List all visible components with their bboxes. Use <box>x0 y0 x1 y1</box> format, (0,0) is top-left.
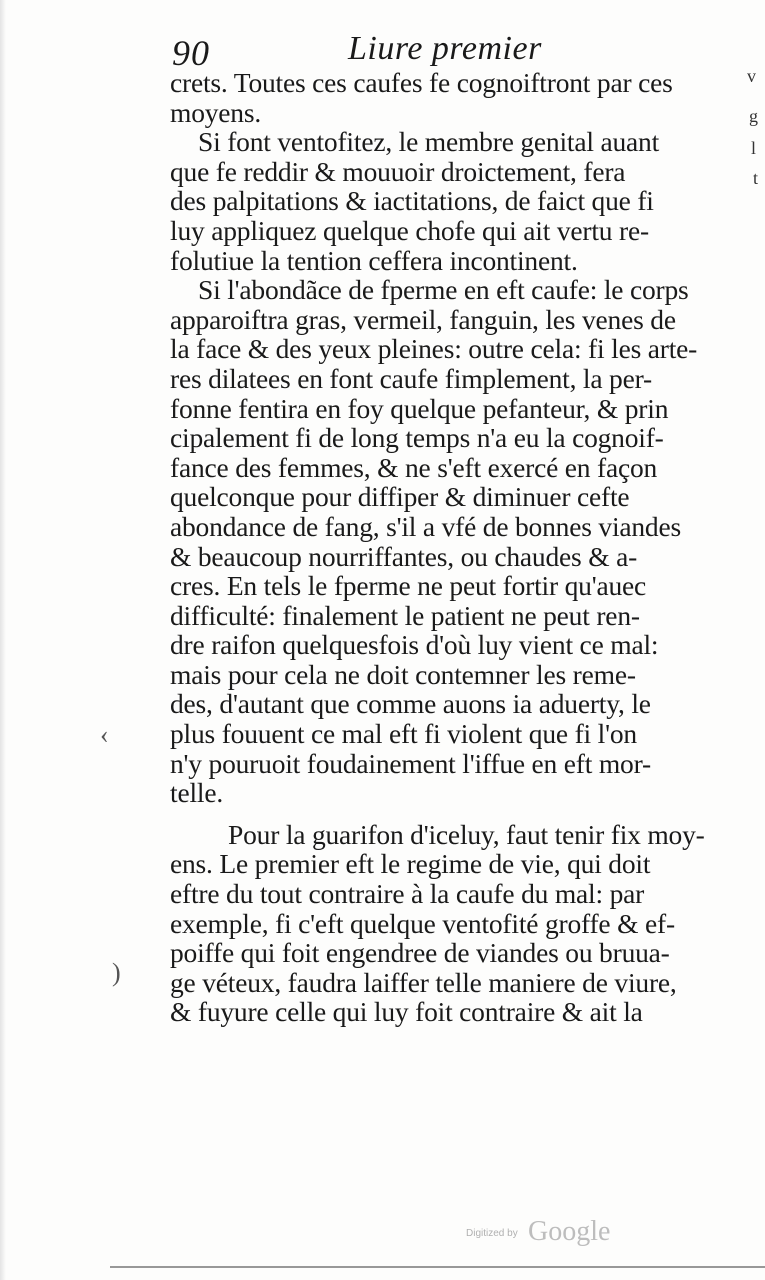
text-line: & fuyure celle qui luy foit contraire & ait la <box>170 996 643 1028</box>
margin-tick: ‹ <box>100 720 109 749</box>
facing-page-bleed <box>743 60 765 190</box>
gutter-shadow <box>0 0 6 1280</box>
text-line: quelconque pour diffiper & diminuer cefte <box>170 481 630 513</box>
text-line: poiffe qui foit engendree de viandes ou bruua- <box>170 937 670 969</box>
digitization-watermark <box>466 1216 626 1252</box>
text-line: crets. Toutes ces caufes fe cognoiftront par ces <box>170 67 673 98</box>
text-line: difficulté: finalement le patient ne peut ren- <box>170 599 640 631</box>
text-line: cipalement fi de long temps n'a eu la cognoif- <box>170 422 664 454</box>
text-line: & beaucoup nourriffantes, ou chaudes & a- <box>170 540 638 572</box>
margin-tick: ) <box>112 958 121 987</box>
text-line: Si font ventofitez, le membre genital auant <box>198 126 660 158</box>
text-line: dre raifon quelquesfois d'où luy vient ce mal: <box>170 629 659 661</box>
bleed-char: v <box>747 66 756 86</box>
text-line: ge véteux, faudra laiffer telle maniere de viure, <box>170 966 677 998</box>
text-line: fance des femmes, & ne s'eft exercé en façon <box>170 451 658 483</box>
text-line: plus fouuent ce mal eft fi violent que fi l'on <box>170 718 637 750</box>
text-line: res dilatees en font caufe fimplement, la per- <box>170 362 652 394</box>
text-line: abondance de fang, s'il a vfé de bonnes viandes <box>170 510 681 542</box>
bleed-char: t <box>753 168 759 188</box>
text-line: mais pour cela ne doit contemner les reme- <box>170 658 636 690</box>
text-line: apparoiftra gras, vermeil, fanguin, les venes de <box>170 303 676 335</box>
text-line: Pour la guarifon d'iceluy, faut tenir fix moy- <box>228 818 705 850</box>
text-line: eftre du tout contraire à la caufe du mal: par <box>170 878 645 910</box>
text-line: telle. <box>170 777 224 809</box>
text-line: que fe reddir & mouuoir droictement, fera <box>170 155 626 187</box>
watermark-prefix: Digitized by <box>466 1228 518 1239</box>
text-line: n'y pouruoit foudainement l'iffue en eft mor- <box>170 747 651 779</box>
text-line: Si l'abondãce de fperme en eft caufe: le corps <box>198 274 689 306</box>
bottom-edge-line <box>110 1266 765 1268</box>
text-line: fonne fentira en foy quelque pefanteur, & prin <box>170 392 669 424</box>
text-line: cres. En tels le fperme ne peut fortir qu'auec <box>170 570 647 602</box>
text-line: folutiue la tention ceffera incontinent. <box>170 244 578 276</box>
bleed-char: g <box>749 106 758 126</box>
text-line: moyens. <box>170 96 262 128</box>
text-line: ens. Le premier eft le regime de vie, qui doit <box>170 848 651 880</box>
text-line: luy appliquez quelque chofe qui ait vertu re- <box>170 214 649 246</box>
google-logo: Google <box>528 1216 611 1247</box>
text-line: des palpitations & iactitations, de faict que fi <box>170 185 654 217</box>
bleed-char: l <box>751 138 757 158</box>
text-line: des, d'autant que comme auons ia aduerty, le <box>170 688 651 720</box>
text-line: exemple, fi c'eft quelque ventofité groffe & ef- <box>170 907 675 939</box>
body-text <box>170 68 730 1027</box>
page-number: 90 <box>172 33 210 73</box>
running-head: Liure premier <box>348 30 542 67</box>
text-line: la face & des yeux pleines: outre cela: fi les arte- <box>170 333 698 365</box>
